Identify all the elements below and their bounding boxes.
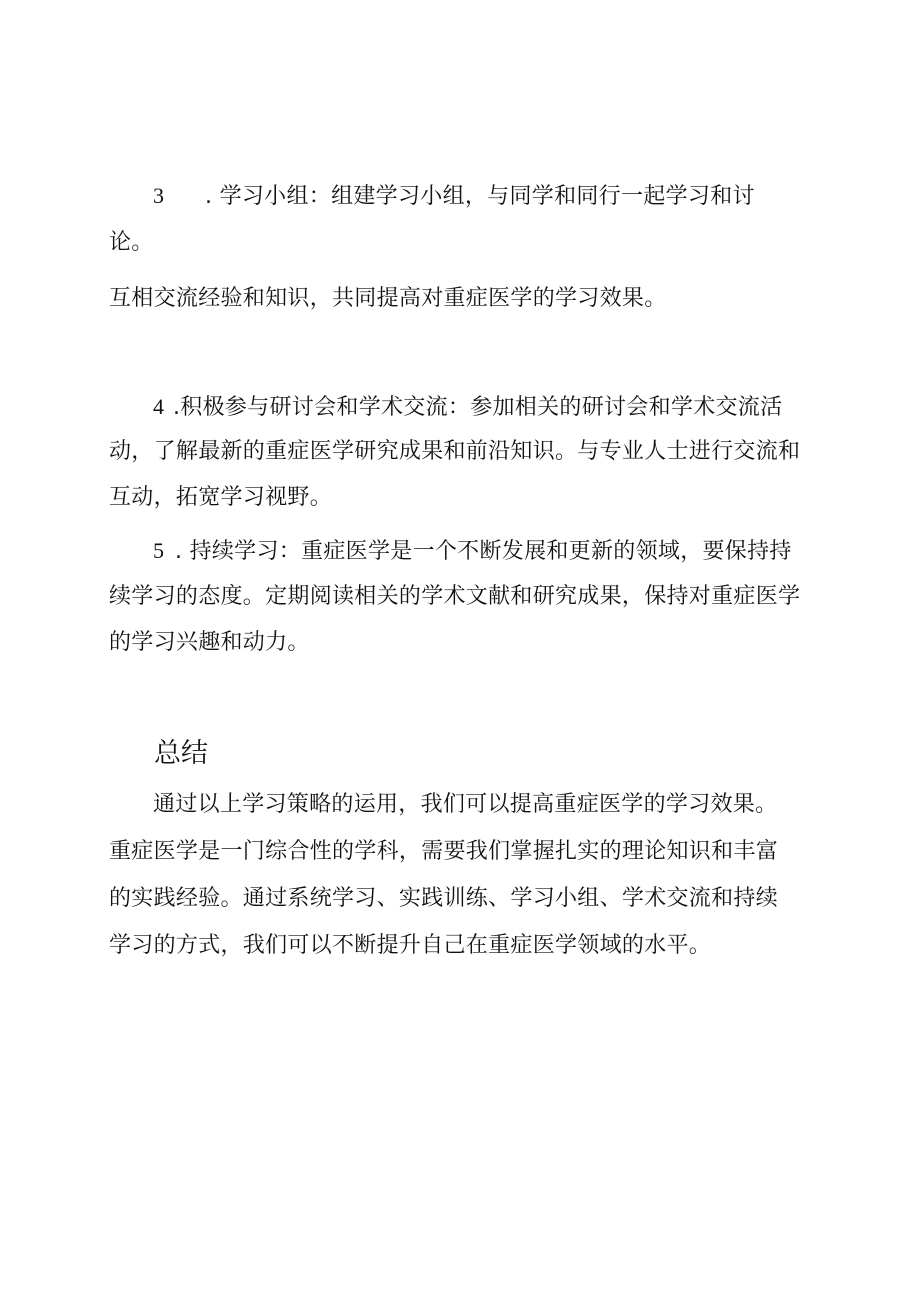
item-4-line-3 bbox=[109, 483, 332, 513]
item-text: . 持续学习：重症医学是一个不断发展和更新的领域，要保持持 bbox=[175, 539, 792, 564]
summary-text: 通过以上学习策略的运用，我们可以提高重症医学的学习效果。 bbox=[153, 792, 778, 817]
item-3-line-2 bbox=[109, 228, 154, 258]
item-text: 动，了解最新的重症医学研究成果和前沿知识。与专业人士进行交流和 bbox=[109, 439, 801, 464]
item-text: 续学习的态度。定期阅读相关的学术文献和研究成果，保持对重症医学 bbox=[109, 584, 801, 609]
summary-line-1 bbox=[153, 790, 777, 820]
item-3-line-1 bbox=[153, 181, 755, 212]
item-number: 5 bbox=[153, 538, 165, 563]
item-number: 3 bbox=[153, 183, 165, 208]
item-text: 互相交流经验和知识，共同提高对重症医学的学习效果。 bbox=[109, 286, 667, 311]
item-text: 的学习兴趣和动力。 bbox=[109, 630, 310, 655]
item-number: 4 bbox=[153, 394, 165, 419]
summary-text: 学习的方式，我们可以不断提升自己在重症医学领域的水平。 bbox=[109, 933, 712, 958]
summary-line-4 bbox=[109, 931, 711, 961]
summary-line-3 bbox=[109, 884, 778, 914]
item-text: . 学习小组：组建学习小组，与同学和同行一起学习和讨 bbox=[205, 184, 755, 209]
summary-heading: 总结 bbox=[154, 738, 208, 769]
item-text: 互动，拓宽学习视野。 bbox=[109, 485, 333, 510]
item-4-line-1 bbox=[153, 392, 782, 423]
item-3-line-3 bbox=[109, 284, 667, 314]
item-text: 论。 bbox=[109, 230, 154, 255]
item-4-line-2 bbox=[109, 437, 800, 467]
item-text: .积极参与研讨会和学术交流：参加相关的研讨会和学术交流活 bbox=[173, 395, 783, 420]
summary-line-2 bbox=[109, 837, 778, 867]
summary-text: 重症医学是一门综合性的学科，需要我们掌握扎实的理论知识和丰富 bbox=[109, 839, 779, 864]
item-5-line-1 bbox=[153, 536, 792, 567]
item-5-line-2 bbox=[109, 582, 800, 612]
summary-text: 的实践经验。通过系统学习、实践训练、学习小组、学术交流和持续 bbox=[109, 886, 779, 911]
item-5-line-3 bbox=[109, 628, 310, 658]
